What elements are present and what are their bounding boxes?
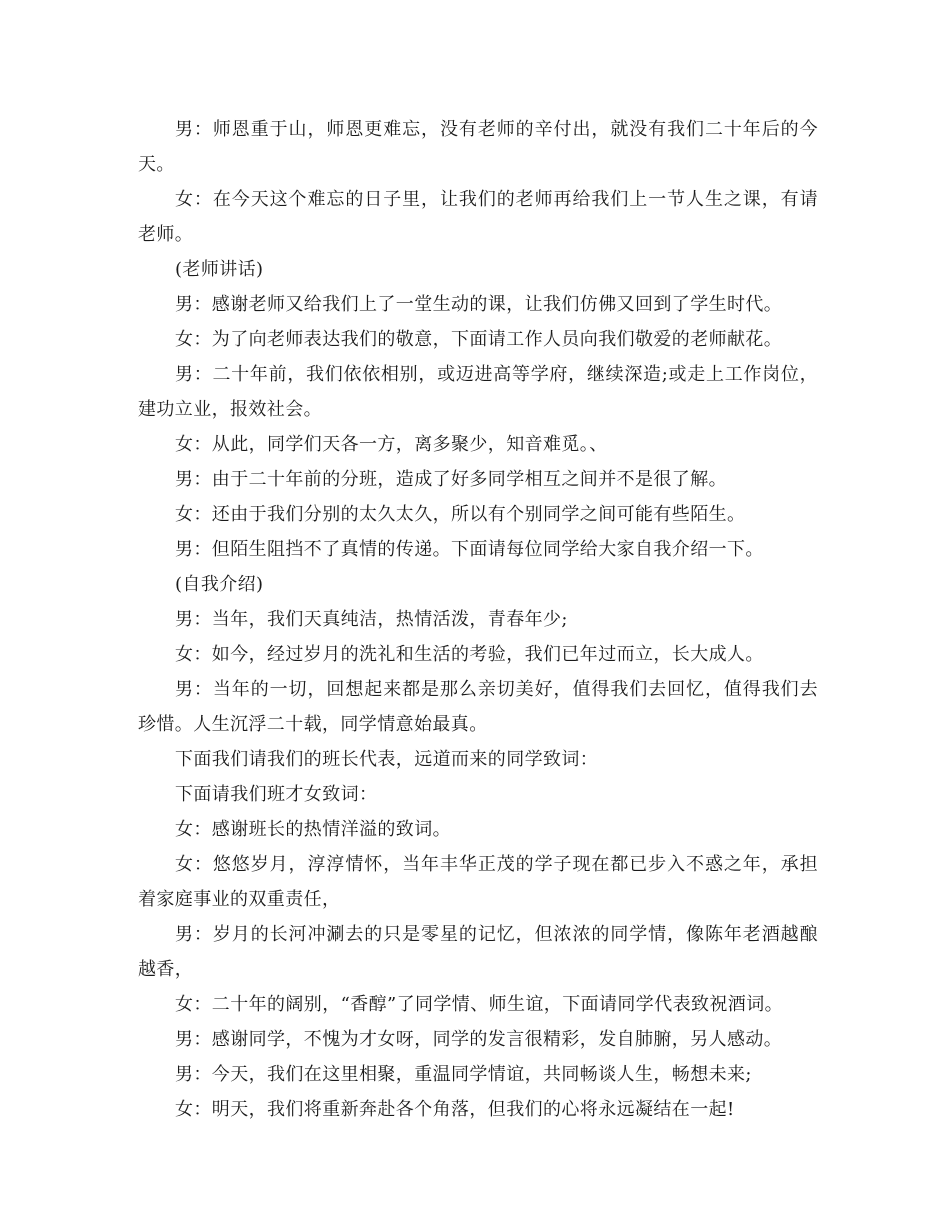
stage-direction-self-introduction: (自我介绍) xyxy=(175,574,264,595)
paragraph-22: 男：今天，我们在这里相聚，重温同学情谊，共同畅谈人生，畅想未来; xyxy=(175,1064,752,1085)
paragraph-7: 女：从此，同学们天各一方，离多聚少，知音难觅。、 xyxy=(175,434,608,455)
paragraph-21: 男：感谢同学，不愧为才女呀，同学的发言很精彩，发自肺腑，另人感动。 xyxy=(175,1029,783,1050)
paragraph-12: 男：当年，我们天真纯洁，热情活泼，青春年少; xyxy=(175,609,568,630)
paragraph-18: 女：悠悠岁月，淳淳情怀，当年丰华正茂的学子现在都已步入不惑之年，承担着家庭事业的双重责任， xyxy=(138,854,818,910)
paragraph-8: 男：由于二十年前的分班，造成了好多同学相互之间并不是很了解。 xyxy=(175,469,727,490)
document-body xyxy=(138,112,818,1127)
paragraph-2: 女：在今天这个难忘的日子里，让我们的老师再给我们上一节人生之课，有请老师。 xyxy=(138,189,818,245)
paragraph-20: 女：二十年的阔别，“香醇”了同学情、师生谊，下面请同学代表致祝酒词。 xyxy=(175,994,784,1015)
paragraph-4: 男：感谢老师又给我们上了一堂生动的课，让我们仿佛又回到了学生时代。 xyxy=(175,294,783,315)
paragraph-15: 下面我们请我们的班长代表，远道而来的同学致词： xyxy=(175,749,599,770)
paragraph-14: 男：当年的一切，回想起来都是那么亲切美好，值得我们去回忆，值得我们去珍惜。人生沉浮二十载，同学情意始最真。 xyxy=(138,679,818,735)
paragraph-5: 女：为了向老师表达我们的敬意，下面请工作人员向我们敬爱的老师献花。 xyxy=(175,329,783,350)
paragraph-13: 女：如今，经过岁月的洗礼和生活的考验，我们已年过而立，长大成人。 xyxy=(175,644,764,665)
paragraph-19: 男：岁月的长河冲涮去的只是零星的记忆，但浓浓的同学情，像陈年老酒越酿越香， xyxy=(138,924,818,980)
paragraph-6: 男：二十年前，我们依依相别，或迈进高等学府，继续深造;或走上工作岗位，建功立业，报效社会。 xyxy=(138,364,818,420)
paragraph-17: 女：感谢班长的热情洋溢的致词。 xyxy=(175,819,451,840)
stage-direction-teacher-speech: (老师讲话) xyxy=(175,259,264,280)
paragraph-23: 女：明天，我们将重新奔赴各个角落，但我们的心将永远凝结在一起! xyxy=(175,1099,735,1120)
paragraph-16: 下面请我们班才女致词： xyxy=(175,784,378,805)
paragraph-10: 男：但陌生阻挡不了真情的传递。下面请每位同学给大家自我介绍一下。 xyxy=(175,539,764,560)
paragraph-9: 女：还由于我们分别的太久太久，所以有个别同学之间可能有些陌生。 xyxy=(175,504,746,525)
paragraph-1: 男：师恩重于山，师恩更难忘，没有老师的辛付出，就没有我们二十年后的今天。 xyxy=(138,119,818,175)
